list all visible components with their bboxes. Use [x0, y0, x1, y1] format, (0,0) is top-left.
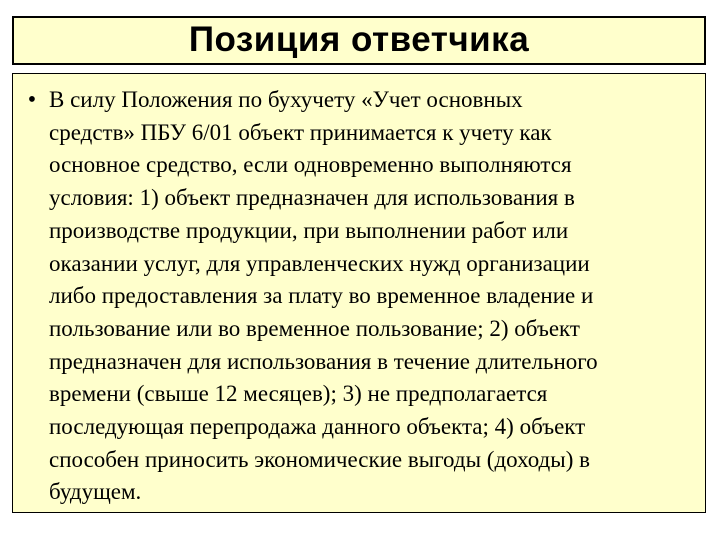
- title-box: [12, 16, 706, 65]
- slide-title: Позиция ответчика: [188, 19, 530, 59]
- bullet-line: будущем.: [49, 479, 142, 505]
- bullet-line: оказании услуг, для управленческих нужд организации: [49, 250, 590, 276]
- bullet-line: В силу Положения по бухучету «Учет основных: [49, 87, 523, 112]
- bullet-line: основное средство, если одновременно выполняются: [49, 152, 572, 178]
- bullet-line: либо предоставления за плату во временное владение и: [49, 283, 594, 309]
- bullet-line: средств» ПБУ 6/01 объект принимается к учету как: [49, 119, 552, 145]
- bullet-line: способен приносить экономические выгоды (доходы) в: [49, 446, 590, 472]
- content-box: [12, 73, 706, 513]
- bullet-line: предназначен для использования в течение длительного: [49, 348, 598, 374]
- bullet-icon: •: [27, 87, 37, 113]
- bullet-text: [49, 84, 699, 509]
- bullet-line: пользование или во временное пользование; 2) объект: [49, 315, 580, 341]
- bullet-line: условия: 1) объект предназначен для использования в: [49, 185, 575, 211]
- bullet-line: времени (свыше 12 месяцев); 3) не предполагается: [49, 381, 548, 407]
- bullet-item: [13, 84, 703, 509]
- bullet-line: последующая перепродажа данного объекта; 4) объект: [49, 414, 586, 440]
- bullet-line: производстве продукции, при выполнении работ или: [49, 217, 569, 243]
